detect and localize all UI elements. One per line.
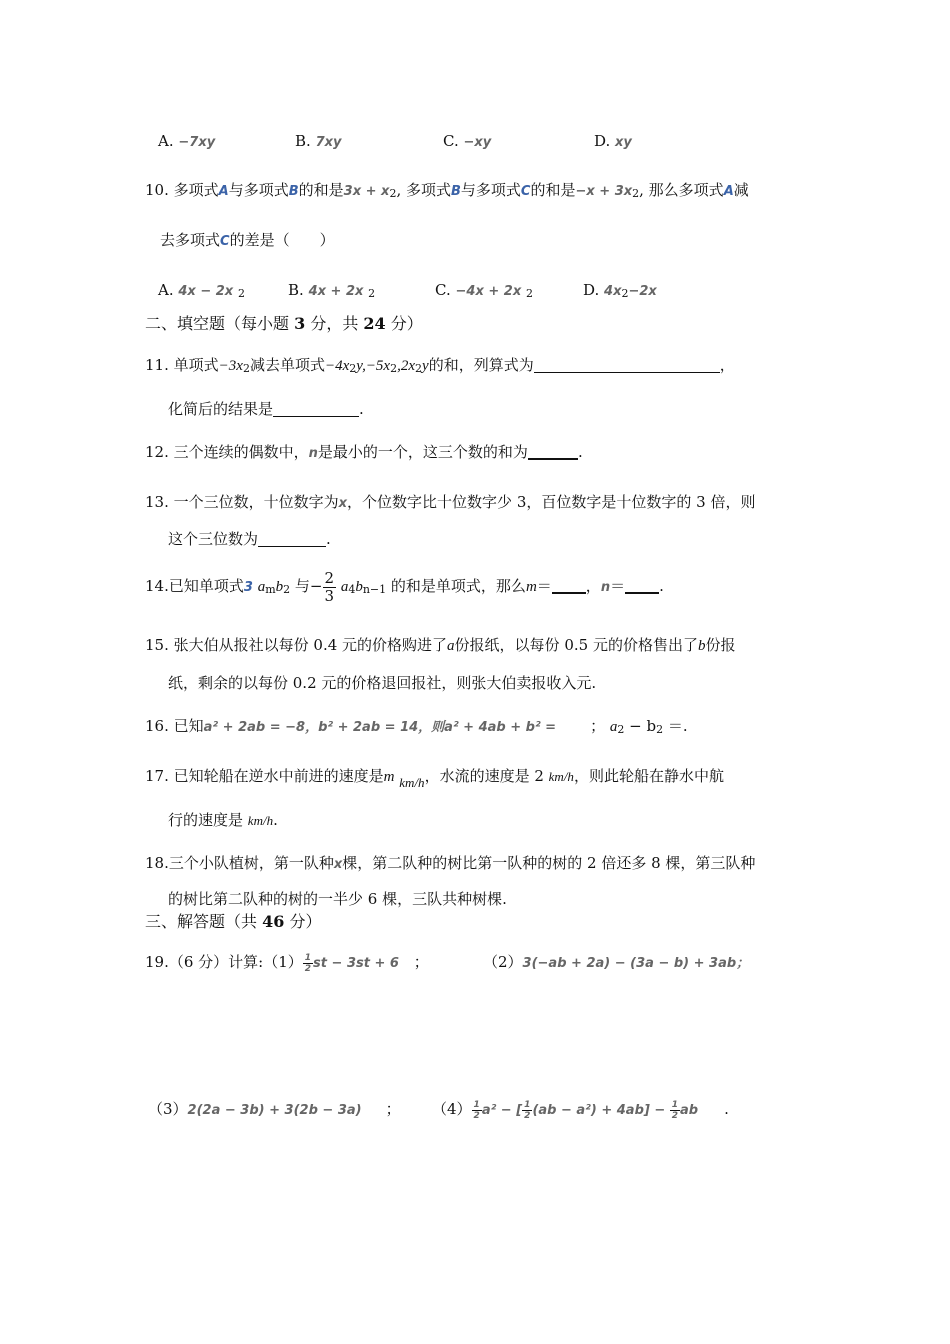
q9-option-d-expr: xy — [615, 135, 632, 150]
q16: 16. 已知a² + 2ab = −8，b² + 2ab = 14，则a² + 4ab + b² = ； a2 − b2 ＝. — [145, 717, 688, 736]
q15-line1: 15. 张大伯从报社以每份 0.4 元的价格购进了a份报纸，以每份 0.5 元的价格售出了b份报 — [145, 636, 736, 654]
q10-option-a: A. 4x − 2x 2 — [158, 281, 245, 300]
q13-line2: 这个三位数为 . — [168, 530, 331, 548]
section-3-heading: 三、解答题（共 46 分） — [145, 912, 322, 931]
q17-line2: 行的速度是 km/h. — [168, 811, 278, 829]
q14-m-blank[interactable] — [552, 592, 586, 594]
q11-answer-blank-1[interactable] — [534, 372, 720, 373]
q19-p1-fraction: $\frac{1}{2}$ — [304, 952, 312, 974]
q19-part4: （4） $\frac{1}{2}$ a² − [ $\frac{1}{2}$ (ab − a²) + 4ab] − $\frac{1}{2}$ ab . — [432, 1099, 729, 1121]
q10-line2: 去多项式C的差是（ ） — [160, 231, 335, 249]
q19-part3: （3）2(2a − 3b) + 3(2b − 3a) ； — [148, 1100, 401, 1118]
q19-part2: （2）3(−ab + 2a) − (3a − b) + 3ab； — [483, 953, 750, 971]
q12-answer-blank[interactable] — [528, 458, 578, 460]
q10-line1: 10. 多项式A与多项式B的和是3x + x2, 多项式B与多项式C的和是−x + 3x2, 那么多项式A减 — [145, 181, 749, 200]
q9-option-a-expr: −7xy — [178, 135, 216, 150]
q17-line1: 17. 已知轮船在逆水中前进的速度是m km/h，水流的速度是 2 km/h，则此轮船在静水中航 — [145, 767, 724, 790]
q10-option-d: D. 4x2−2x — [583, 281, 657, 300]
q12: 12. 三个连续的偶数中，n是最小的一个，这三个数的和为 . — [145, 443, 583, 461]
q14-fraction: $\frac{2}{3}$ — [324, 568, 335, 605]
q15-line2: 纸，剩余的以每份 0.2 元的价格退回报社，则张大伯卖报收入元. — [168, 674, 597, 692]
q11-answer-blank-2[interactable] — [273, 416, 359, 417]
q9-option-c: C. −xy — [443, 132, 492, 150]
q9-option-a: A. −7xy — [158, 132, 216, 150]
q13-answer-blank[interactable] — [258, 546, 326, 547]
q11-line1: 11. 单项式−3x2减去单项式−4x2y,−5x2,2x2y的和，列算式为 ， — [145, 356, 735, 375]
q10-option-c: C. −4x + 2x 2 — [435, 281, 533, 300]
q9-option-c-expr: −xy — [463, 135, 492, 150]
q9-option-b: B. 7xy — [295, 132, 342, 150]
q10-option-b: B. 4x + 2x 2 — [288, 281, 376, 300]
q19-line1: 19.（6 分）计算:（1） $\frac{1}{2}$ st − 3st + 6 ； — [145, 952, 429, 974]
q9-option-d: D. xy — [594, 132, 632, 150]
section-2-heading: 二、填空题（每小题 3 分，共 24 分） — [145, 314, 423, 333]
q18-line1: 18.三个小队植树，第一队种x棵，第二队种的树比第一队种的树的 2 倍还多 8 棵，第三队种 — [145, 854, 756, 872]
q18-line2: 的树比第二队种的树的一半少 6 棵，三队共种树棵. — [168, 890, 507, 908]
q14-n-blank[interactable] — [625, 592, 659, 594]
q13-line1: 13. 一个三位数，十位数字为x，个位数字比十位数字少 3，百位数字是十位数字的 3 倍，则 — [145, 493, 756, 511]
q11-line2: 化简后的结果是 . — [168, 400, 364, 418]
q9-option-b-expr: 7xy — [315, 135, 342, 150]
q14: 14.已知单项式3 amb2 与− $\frac{2}{3}$ a4bn−1 的和是单项式，那么m＝ ，n＝ . — [145, 568, 664, 605]
